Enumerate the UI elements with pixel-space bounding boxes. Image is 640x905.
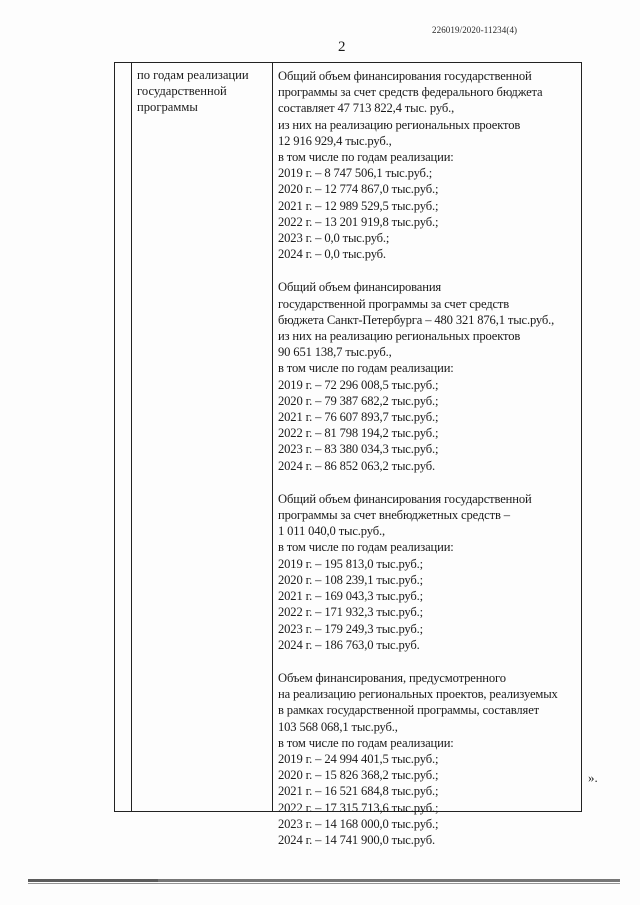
financing-line: Общий объем финансирования <box>278 280 442 295</box>
financing-line: в рамках государственной программы, составляет <box>278 703 539 718</box>
financing-line: 2021 г. – 76 607 893,7 тыс.руб.; <box>278 410 439 425</box>
financing-line: 90 651 138,7 тыс.руб., <box>278 345 392 360</box>
table-label-cell <box>137 67 265 115</box>
financing-line: бюджета Санкт-Петербурга – 480 321 876,1 тыс.руб., <box>278 312 555 327</box>
document-registration-number: 226019/2020-11234(4) <box>432 25 518 35</box>
label-line: программы <box>137 100 198 114</box>
financing-line: 2020 г. – 108 239,1 тыс.руб.; <box>278 572 424 587</box>
financing-line: 2019 г. – 8 747 506,1 тыс.руб.; <box>278 166 433 181</box>
financing-line: в том числе по годам реализации: <box>278 150 454 165</box>
financing-block <box>278 491 578 653</box>
financing-line: 2024 г. – 186 763,0 тыс.руб. <box>278 637 420 652</box>
table-column-divider <box>272 63 273 811</box>
financing-line: составляет 47 713 822,4 тыс. руб., <box>278 101 455 116</box>
financing-line: 2024 г. – 14 741 900,0 тыс.руб. <box>278 832 435 847</box>
financing-line: 2019 г. – 195 813,0 тыс.руб.; <box>278 556 424 571</box>
financing-line: 2023 г. – 14 168 000,0 тыс.руб.; <box>278 816 439 831</box>
footer-rule <box>28 883 620 884</box>
financing-line: 12 916 929,4 тыс.руб., <box>278 133 392 148</box>
financing-line: из них на реализацию региональных проектов <box>278 117 521 132</box>
financing-line: 2023 г. – 179 249,3 тыс.руб.; <box>278 621 424 636</box>
financing-line: Объем финансирования, предусмотренного <box>278 670 506 685</box>
label-line: государственной <box>137 84 227 98</box>
financing-line: 2023 г. – 83 380 034,3 тыс.руб.; <box>278 442 439 457</box>
financing-line: 2019 г. – 24 994 401,5 тыс.руб.; <box>278 751 439 766</box>
financing-line: 2021 г. – 12 989 529,5 тыс.руб.; <box>278 198 439 213</box>
financing-line: 2019 г. – 72 296 008,5 тыс.руб.; <box>278 377 439 392</box>
financing-block <box>278 279 578 473</box>
financing-line: 2021 г. – 16 521 684,8 тыс.руб.; <box>278 784 439 799</box>
financing-line: 1 011 040,0 тыс.руб., <box>278 524 386 539</box>
financing-block <box>278 68 578 262</box>
financing-line: 2022 г. – 171 932,3 тыс.руб.; <box>278 605 424 620</box>
table-content-cell <box>278 68 578 865</box>
financing-line: 2022 г. – 17 315 713,6 тыс.руб.; <box>278 800 439 815</box>
footer-rule <box>28 879 620 882</box>
closing-quote: ». <box>588 770 598 785</box>
financing-line: 2023 г. – 0,0 тыс.руб.; <box>278 231 390 246</box>
financing-line: государственной программы за счет средств <box>278 296 510 311</box>
financing-line: программы за счет внебюджетных средств – <box>278 508 510 523</box>
label-line: по годам реализации <box>137 68 249 82</box>
financing-line: 2020 г. – 15 826 368,2 тыс.руб.; <box>278 768 439 783</box>
financing-line: 2020 г. – 79 387 682,2 тыс.руб.; <box>278 393 439 408</box>
financing-line: из них на реализацию региональных проектов <box>278 329 521 344</box>
financing-line: 2021 г. – 169 043,3 тыс.руб.; <box>278 589 424 604</box>
financing-line: программы за счет средств федерального бюджета <box>278 85 543 100</box>
financing-line: 103 568 068,1 тыс.руб., <box>278 719 398 734</box>
page-number: 2 <box>338 39 346 55</box>
financing-line: 2024 г. – 0,0 тыс.руб. <box>278 247 386 262</box>
financing-line: в том числе по годам реализации: <box>278 361 454 376</box>
financing-block <box>278 670 578 848</box>
financing-line: Общий объем финансирования государственной <box>278 69 532 83</box>
financing-line: 2022 г. – 81 798 194,2 тыс.руб.; <box>278 426 439 441</box>
financing-line: на реализацию региональных проектов, реализуемых <box>278 687 558 702</box>
financing-line: 2020 г. – 12 774 867,0 тыс.руб.; <box>278 182 439 197</box>
financing-line: в том числе по годам реализации: <box>278 540 454 555</box>
table-column-divider <box>131 63 132 811</box>
financing-line: 2024 г. – 86 852 063,2 тыс.руб. <box>278 458 435 473</box>
financing-line: Общий объем финансирования государственной <box>278 491 532 506</box>
financing-line: 2022 г. – 13 201 919,8 тыс.руб.; <box>278 214 439 229</box>
financing-line: в том числе по годам реализации: <box>278 735 454 750</box>
